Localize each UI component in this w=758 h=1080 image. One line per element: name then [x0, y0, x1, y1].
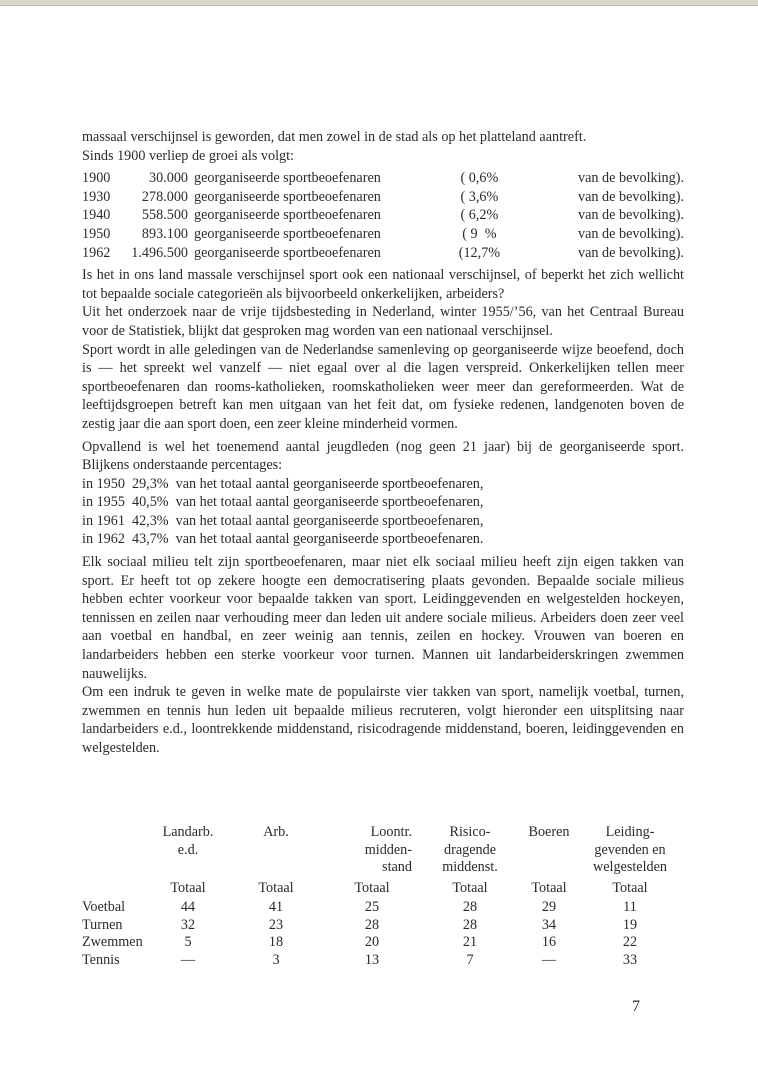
growth-year: 1940 — [82, 207, 111, 224]
subheader-cell: Totaal — [258, 880, 294, 896]
subheader-cell: Totaal — [612, 880, 648, 896]
table-cell: 41 — [268, 899, 284, 915]
scan-top-edge — [0, 0, 758, 6]
growth-list — [82, 169, 684, 262]
table-cell: 25 — [364, 899, 380, 915]
growth-text: georganiseerde sportbeoefenaren — [194, 244, 381, 261]
table-row — [82, 934, 678, 952]
youth-text: van het totaal aantal georganiseerde sportbeoefenaren. — [175, 531, 484, 548]
column-header: Arb. — [263, 824, 289, 840]
table-header-row — [82, 824, 678, 878]
youth-row — [82, 475, 684, 494]
growth-count: 278.000 — [141, 188, 188, 205]
table-cell: 19 — [622, 916, 638, 933]
growth-pct: ( 0,6% — [460, 170, 499, 187]
growth-pct: (12,7% — [458, 244, 501, 261]
column-header: Loontr. midden- stand — [364, 824, 412, 875]
growth-year: 1930 — [82, 188, 111, 205]
growth-row — [82, 206, 684, 225]
paragraph: Elk sociaal milieu telt zijn sportbeoefenaren, maar niet elk sociaal milieu heeft zijn eigen takken van sport. Er heeft tot op zekere hoogte een democratisering plaats gevonden. Bepaalde sociale milieus hebben echter voorkeur voor bepaalde takken van sport. Leidinggevenden en welgestelden hockeyen, tennissen en zeilen naar verhouding meer dan leden uit andere sociale milieus. Arbeiders doen zeer veel aan voetbal en handbal, en zeer weinig aan tennis, zeilen en hockey. Vrouwen van boeren en landarbeiders hebben een sterke voorkeur voor turnen. Mannen uit landarbeiderskringen zwemmen nauwelijks. — [82, 554, 684, 682]
table-cell: 11 — [623, 899, 637, 915]
growth-tail: van de bevolking). — [578, 225, 684, 242]
row-label: Turnen — [82, 916, 123, 933]
youth-text: van het totaal aantal georganiseerde sportbeoefenaren, — [175, 512, 484, 529]
youth-pct: 43,7% — [131, 531, 169, 548]
growth-year: 1962 — [82, 244, 111, 261]
youth-pct: 29,3% — [131, 475, 169, 492]
growth-pct: ( 9 % — [462, 225, 497, 242]
growth-row — [82, 169, 684, 188]
page-body — [82, 128, 684, 758]
youth-pct: 40,5% — [131, 494, 169, 511]
sport-milieu-table — [82, 824, 678, 969]
table-subheader-row — [82, 878, 678, 899]
youth-list — [82, 475, 684, 549]
table-row — [82, 899, 678, 917]
growth-pct: ( 6,2% — [460, 207, 499, 224]
table-cell: 28 — [364, 916, 380, 933]
youth-row — [82, 512, 684, 531]
table-cell: 18 — [268, 934, 284, 950]
table-cell: 28 — [462, 916, 478, 933]
subheader-cell: Totaal — [531, 880, 567, 896]
growth-pct: ( 3,6% — [460, 188, 499, 205]
growth-row — [82, 244, 684, 263]
youth-row — [82, 530, 684, 549]
column-header: Leiding- gevenden en welgestelden — [592, 824, 668, 875]
paragraph: Uit het onderzoek naar de vrije tijdsbesteding in Nederland, winter 1955/’56, van het Centraal Bureau voor de Statistiek, blijkt dat gesproken mag worden van een nationaal verschijnsel. — [82, 304, 684, 339]
column-header: Boeren — [528, 824, 570, 840]
growth-year: 1900 — [82, 170, 111, 187]
table-cell: 22 — [622, 934, 638, 950]
growth-row — [82, 225, 684, 244]
table-cell: 3 — [272, 951, 280, 968]
intro-line: Sinds 1900 verliep de groei als volgt: — [82, 147, 294, 164]
table-cell: 16 — [541, 934, 557, 950]
column-header: Risico- dragende middenst. — [442, 824, 498, 875]
intro-line: massaal verschijnsel is geworden, dat men zowel in de stad als op het platteland aantreft. — [82, 129, 587, 145]
subheader-cell: Totaal — [452, 880, 488, 896]
youth-year: in 1962 — [82, 531, 125, 548]
growth-count: 1.496.500 — [131, 244, 188, 261]
row-label: Voetbal — [82, 899, 126, 915]
youth-pct: 42,3% — [131, 512, 169, 529]
table-cell: — — [541, 951, 557, 968]
table-cell: 33 — [622, 951, 638, 968]
table-cell: 23 — [268, 916, 284, 933]
table-cell: 29 — [541, 899, 557, 915]
growth-tail: van de bevolking). — [578, 207, 684, 224]
growth-text: georganiseerde sportbeoefenaren — [194, 207, 381, 224]
row-label: Zwemmen — [82, 934, 143, 950]
table-cell: 34 — [541, 916, 557, 933]
growth-tail: van de bevolking). — [578, 244, 684, 261]
youth-text: van het totaal aantal georganiseerde sportbeoefenaren, — [175, 494, 484, 511]
growth-year: 1950 — [82, 225, 111, 242]
subheader-cell: Totaal — [170, 880, 206, 896]
growth-text: georganiseerde sportbeoefenaren — [194, 225, 381, 242]
table-cell: 28 — [462, 899, 478, 915]
table-cell: — — [180, 951, 196, 968]
table-cell: 21 — [462, 934, 478, 950]
growth-text: georganiseerde sportbeoefenaren — [194, 170, 381, 187]
youth-year: in 1961 — [82, 512, 125, 529]
table-cell: 32 — [180, 916, 196, 933]
table-row — [82, 952, 678, 970]
table-row — [82, 917, 678, 935]
table-cell: 44 — [180, 899, 196, 915]
paragraph: Is het in ons land massale verschijnsel sport ook een nationaal verschijnsel, of beperkt het zich wellicht tot bepaalde sociale categorieën als bijvoorbeeld onkerkelijken, arbeiders? — [82, 267, 684, 302]
paragraph: Sport wordt in alle geledingen van de Nederlandse samenleving op georganiseerde wijze beoefend, doch is — het spreekt wel vanzelf — niet egaal over al die lagen verspreid. Onkerkelijken tellen meer sportbeoefenaren dan rooms-katholieken, roomskatholieken weer meer dan gereformeerden. Wat de leeftijdsgroepen betreft kan men uitgaan van het feit dat, om fysieke redenen, landgenoten boven de zestig jaar die aan sport doen, een zeer kleine minderheid vormen. — [82, 341, 684, 432]
youth-text: van het totaal aantal georganiseerde sportbeoefenaren, — [175, 475, 484, 492]
table-cell: 13 — [364, 951, 380, 968]
growth-tail: van de bevolking). — [578, 170, 684, 187]
youth-year: in 1955 — [82, 494, 125, 511]
growth-count: 893.100 — [141, 225, 188, 242]
growth-text: georganiseerde sportbeoefenaren — [194, 188, 381, 205]
table-cell: 5 — [184, 934, 192, 950]
subheader-cell: Totaal — [354, 880, 390, 896]
row-label: Tennis — [82, 951, 120, 968]
youth-year: in 1950 — [82, 475, 125, 492]
paragraph: Om een indruk te geven in welke mate de populairste vier takken van sport, namelijk voetbal, turnen, zwemmen en tennis hun leden uit bepaalde milieus recruteren, volgt hieronder een uitsplitsing naar landarbeiders e.d., loontrekkende middenstand, risicodragende middenstand, boeren, leidinggevenden en welgestelden. — [82, 684, 684, 756]
youth-row — [82, 493, 684, 512]
column-header: Landarb. e.d. — [162, 824, 214, 858]
page-number: 7 — [632, 998, 640, 1015]
growth-row — [82, 188, 684, 207]
table-cell: 7 — [466, 951, 474, 968]
table-cell: 20 — [364, 934, 380, 950]
growth-count: 30.000 — [148, 170, 188, 187]
growth-tail: van de bevolking). — [578, 188, 684, 205]
paragraph: Opvallend is wel het toenemend aantal jeugdleden (nog geen 21 jaar) bij de georganiseerde sport. Blijkens onderstaande percentages: — [82, 438, 684, 474]
growth-count: 558.500 — [141, 207, 188, 224]
